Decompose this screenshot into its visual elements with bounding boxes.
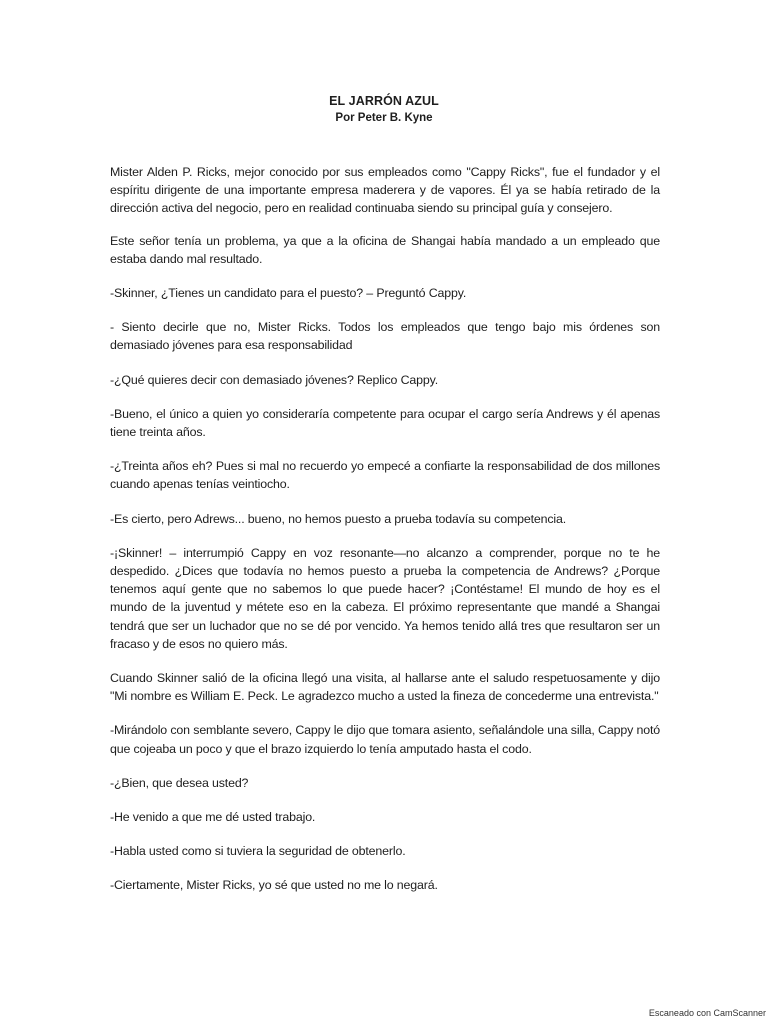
document-body bbox=[110, 163, 660, 895]
paragraph: -Mirándolo con semblante severo, Cappy le dijo que tomara asiento, señalándole una silla, Cappy notó que cojeaba un poco y que el brazo izquierdo lo tenía amputado hasta el codo. bbox=[110, 723, 660, 756]
paragraph: -Es cierto, pero Adrews... bueno, no hemos puesto a prueba todavía su competencia. bbox=[110, 511, 567, 526]
paragraph: - Siento decirle que no, Mister Ricks. Todos los empleados que tengo bajo mis órdenes son demasiado jóvenes para esa responsabilidad bbox=[110, 320, 660, 353]
paragraph: Este señor tenía un problema, ya que a la oficina de Shangai había mandado a un empleado que estaba dando mal resultado. bbox=[110, 233, 660, 266]
paragraph: -He venido a que me dé usted trabajo. bbox=[110, 810, 316, 825]
paragraph: -¿Treinta años eh? Pues si mal no recuerdo yo empecé a confiarte la responsabilidad de dos millones cuando apenas tenías veintiocho. bbox=[110, 459, 660, 492]
paragraph: Cuando Skinner salió de la oficina llegó una visita, al hallarse ante el saludo respetuosamente y dijo "Mi nombre es William E. Peck. Le agradezco mucho a usted la fineza de concederme una entrevista." bbox=[110, 671, 660, 704]
document-title: EL JARRÓN AZUL bbox=[329, 94, 439, 108]
paragraph: -Ciertamente, Mister Ricks, yo sé que usted no me lo negará. bbox=[110, 878, 438, 893]
paragraph: -Habla usted como si tuviera la seguridad de obtenerlo. bbox=[110, 844, 406, 859]
paragraph: Mister Alden P. Ricks, mejor conocido por sus empleados como "Cappy Ricks", fue el fundador y el espíritu dirigente de una importante empresa maderera y de vapores. Él ya se había retirado de la dirección activa del negocio, pero en realidad continuaba siendo su principal guía y consejero. bbox=[110, 165, 660, 216]
scanner-watermark: Escaneado con CamScanner bbox=[648, 1008, 766, 1018]
paragraph: -Bueno, el único a quien yo consideraría competente para ocupar el cargo sería Andrews y él apenas tiene treinta años. bbox=[110, 406, 660, 440]
paragraph: -¡Skinner! – interrumpió Cappy en voz resonante—no alcanzo a comprender, porque no te he despedido. ¿Dices que todavía no hemos puesto a prueba la competencia de Andrews? ¿Porque tenemos aquí gente que no sabemos lo que puede hacer? ¡Contéstame! El mundo de hoy es el mundo de la juventud y métete eso en la cabeza. El próximo representante que mandé a Shangai tendrá que ser un luchador que no se dé por vencido. Ya hemos tenido allá tres que resultaron ser un fracaso y de esos no quiero más. bbox=[110, 545, 660, 651]
document-author: Por Peter B. Kyne bbox=[335, 112, 433, 124]
paragraph: -Skinner, ¿Tienes un candidato para el puesto? – Preguntó Cappy. bbox=[110, 286, 467, 301]
paragraph: -¿Qué quieres decir con demasiado jóvenes? Replico Cappy. bbox=[110, 372, 439, 387]
paragraph: -¿Bien, que desea usted? bbox=[110, 775, 249, 790]
